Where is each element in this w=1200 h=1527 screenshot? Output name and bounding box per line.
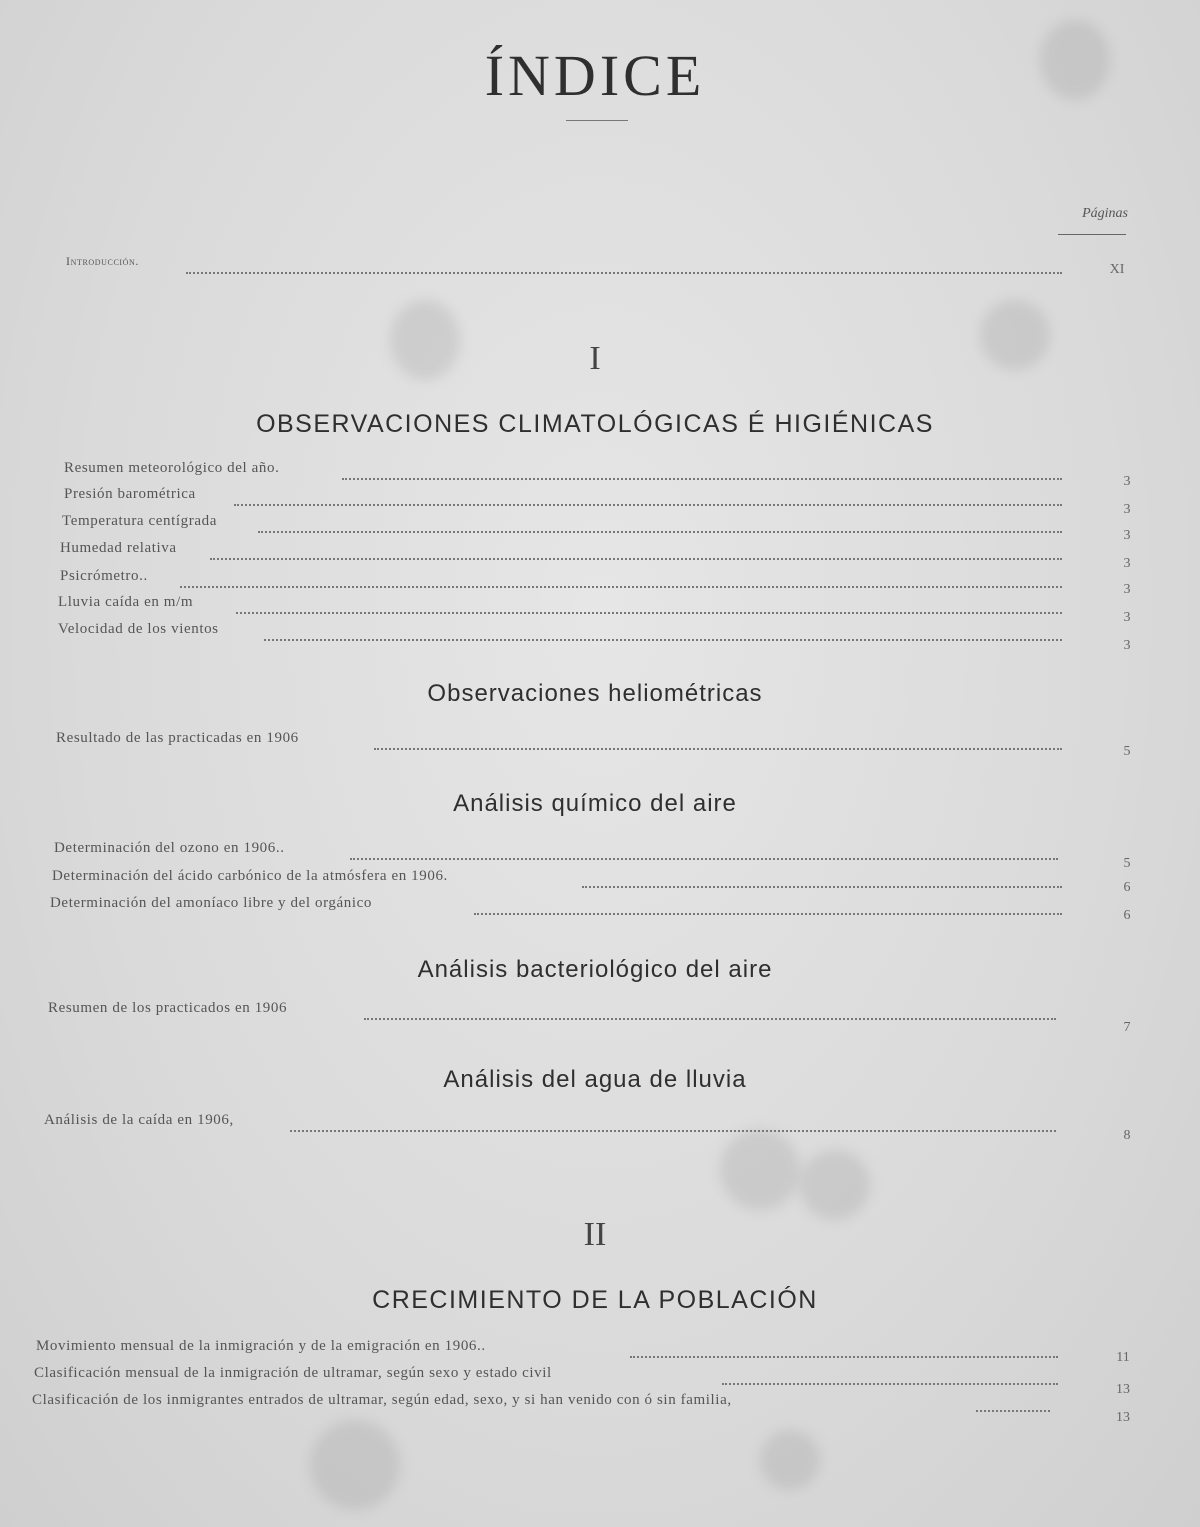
toc-entry-label: Humedad relativa: [60, 540, 177, 556]
toc-page-number: 3: [1123, 474, 1131, 489]
toc-entry[interactable]: [44, 1112, 1056, 1134]
toc-page-number: 3: [1123, 582, 1131, 597]
toc-page-number: 13: [1116, 1410, 1130, 1425]
leader-dots: [976, 1409, 1050, 1412]
leader-dots: [290, 1129, 1056, 1132]
leader-dots: [342, 477, 1062, 480]
leader-dots: [180, 585, 1062, 588]
toc-page-number: 8: [1123, 1128, 1131, 1143]
toc-page-number: 13: [1116, 1382, 1130, 1397]
toc-entry-label: Psicrómetro..: [60, 568, 148, 584]
toc-entry[interactable]: [58, 594, 1062, 616]
section-heading: Observaciones heliométricas: [427, 680, 763, 707]
leader-dots: [364, 1017, 1056, 1020]
section-number: II: [583, 1216, 607, 1253]
toc-page-number: 3: [1123, 528, 1131, 543]
toc-page-number: 3: [1123, 556, 1131, 571]
title-divider: [566, 120, 628, 121]
section-heading: Análisis del agua de lluvia: [443, 1066, 747, 1093]
toc-entry[interactable]: [34, 1365, 1058, 1387]
leader-dots: [722, 1382, 1058, 1385]
leader-dots: [210, 557, 1062, 560]
section-heading: OBSERVACIONES CLIMATOLÓGICAS É HIGIÉNICAS: [256, 410, 934, 438]
toc-page-number: 6: [1123, 880, 1131, 895]
section-heading: Análisis químico del aire: [453, 790, 737, 817]
toc-page-number: 3: [1123, 638, 1131, 653]
toc-page-number: 3: [1123, 502, 1131, 517]
toc-entry-label: Presión barométrica: [64, 486, 196, 502]
toc-page-number: 6: [1123, 908, 1131, 923]
toc-entry-label: Movimiento mensual de la inmigración y de la emigración en 1906..: [36, 1338, 486, 1354]
leader-dots: [186, 271, 1062, 274]
toc-page-number: 3: [1123, 610, 1131, 625]
stain: [720, 1130, 800, 1210]
section-heading: Análisis bacteriológico del aire: [417, 956, 773, 983]
toc-entry[interactable]: [52, 868, 1062, 890]
toc-entry-label: Resumen meteorológico del año.: [64, 460, 280, 476]
toc-entry[interactable]: [48, 1000, 1056, 1022]
leader-dots: [236, 611, 1062, 614]
toc-entry-label: Introducción.: [66, 254, 140, 268]
toc-entry[interactable]: [32, 1392, 1050, 1414]
toc-entry-label: Clasificación mensual de la inmigración de ultramar, según sexo y estado civil: [34, 1365, 552, 1381]
toc-entry-label: Clasificación de los inmigrantes entrados de ultramar, según edad, sexo, y si han venido con ó sin familia,: [32, 1392, 732, 1408]
toc-entry[interactable]: [54, 840, 1058, 862]
toc-page-number: 5: [1123, 856, 1131, 871]
leader-dots: [630, 1355, 1058, 1358]
toc-entry[interactable]: [36, 1338, 1058, 1360]
leader-dots: [474, 912, 1062, 915]
pages-header-underline: [1058, 234, 1126, 235]
toc-page-number: 11: [1116, 1350, 1130, 1365]
leader-dots: [258, 530, 1062, 533]
toc-page-number: 5: [1123, 744, 1131, 759]
stain: [760, 1430, 820, 1490]
leader-dots: [350, 857, 1058, 860]
toc-entry[interactable]: [50, 895, 1062, 917]
pages-column-header: Páginas: [1082, 206, 1128, 221]
toc-entry[interactable]: [56, 730, 1062, 752]
toc-entry-label: Temperatura centígrada: [62, 513, 217, 529]
toc-entry[interactable]: [62, 513, 1062, 535]
toc-entry[interactable]: [58, 621, 1062, 643]
toc-entry-label: Velocidad de los vientos: [58, 621, 219, 637]
toc-entry[interactable]: [60, 568, 1062, 590]
leader-dots: [374, 747, 1062, 750]
leader-dots: [264, 638, 1062, 641]
section-heading: CRECIMIENTO DE LA POBLACIÓN: [372, 1286, 818, 1314]
toc-entry-label: Análisis de la caída en 1906,: [44, 1112, 234, 1128]
toc-entry[interactable]: [60, 540, 1062, 562]
toc-entry-label: Determinación del ácido carbónico de la atmósfera en 1906.: [52, 868, 448, 884]
toc-entry[interactable]: [66, 254, 1062, 276]
stain: [800, 1150, 870, 1220]
toc-entry-label: Determinación del ozono en 1906..: [54, 840, 285, 856]
page-title: ÍNDICE: [484, 43, 706, 108]
leader-dots: [234, 503, 1062, 506]
toc-entry[interactable]: [64, 486, 1062, 508]
toc-entry[interactable]: [64, 460, 1062, 482]
section-number: I: [589, 340, 601, 377]
leader-dots: [582, 885, 1062, 888]
toc-entry-label: Resumen de los practicados en 1906: [48, 1000, 288, 1016]
toc-entry-label: Lluvia caída en m/m: [58, 594, 194, 610]
toc-page-number: XI: [1109, 262, 1125, 277]
toc-entry-label: Resultado de las practicadas en 1906: [56, 730, 299, 746]
toc-page-number: 7: [1123, 1020, 1131, 1035]
stain: [310, 1420, 400, 1510]
toc-entry-label: Determinación del amoníaco libre y del orgánico: [50, 895, 372, 911]
